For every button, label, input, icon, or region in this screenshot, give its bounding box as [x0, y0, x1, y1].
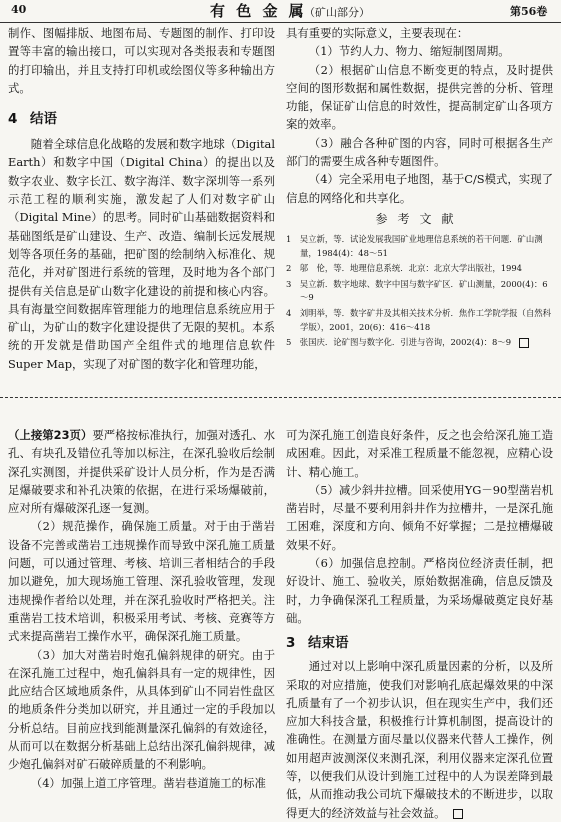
benefit-item-3: （3）融合各种矿图的内容，同时可根据各生产部门的需要生成各种专题图件。: [286, 135, 553, 169]
closing-text: 通过对以上影响中深孔质量因素的分析，以及所采取的对应措施，使我们对影响孔底起爆效果的中深孔质量有了一个初步认识，但在现实生产中，我们还应加大科技含量，积极推行计算机制图，提高设计的准确性。在测量方面尽量以仪器来代替人工操作，例如用超声波测深仪来测孔深，利用仪器来定深孔位置等，以便我们从设计到施工过程中的人为误差降到最低，从而推动我公司坑下爆破技术的不断进步，以取得更大的经济效益与社会效益。: [286, 659, 553, 820]
continued-paragraph: [8, 426, 275, 517]
reference-text: 5 张国庆．论矿图与数字化．引进与咨询，2002(4)：8～9: [286, 337, 512, 348]
section-number: 4: [8, 111, 18, 128]
reference-item: [286, 336, 553, 350]
bottom-left-column: [8, 426, 275, 798]
measure-item-4: （4）加强上道工序管理。凿岩巷道施工的标准: [30, 775, 266, 790]
article-divider: [0, 397, 561, 398]
benefit-item-2: （2）根据矿山信息不断变更的特点，及时提供空间的图形数据和属性数据，提供完善的分析、管理功能，保证矿山信息的时效性，提高制定矿山各项方案的效率。: [286, 62, 553, 132]
reference-item: 4 刘明举，等．数字矿井及其相关技术分析．焦作工学院学报（自然科学版），2001，20(6)：416～418: [286, 307, 551, 332]
end-mark-icon: [453, 809, 463, 819]
benefit-item-4: （4）完全采用电子地图，基于C/S模式，实现了信息的网络化和共享化。: [286, 172, 553, 205]
section-heading-closing: [286, 633, 553, 653]
top-right-column: [286, 24, 553, 378]
bottom-right-column: [286, 426, 553, 820]
lead-paragraph: 具有重要的实际意义，主要表现在：: [286, 26, 469, 40]
section-title: 结语: [30, 111, 57, 128]
benefit-item-1: （1）节约人力、物力、缩短制图周期。: [308, 44, 510, 59]
journal-subtitle: （矿山部分）: [304, 6, 370, 19]
reference-item: 3 吴立新．数字地球、数字中国与数字矿区．矿山测量，2000(4)：6～9: [286, 278, 548, 303]
section-heading-conclusion: [8, 109, 275, 129]
page-number: 40: [11, 3, 27, 16]
measure-item-3: （3）加大对凿岩时炮孔偏斜规律的研究。由于在深孔施工过程中，炮孔偏斜具有一定的规律性，因此应结合区域地质条件，从具体到矿山不同岩性盘区的地质条件分类加以研究，并且通过一定的手段加以分析总结。目前应找到能测量深孔偏斜的有效途径，从而可以在数据分析基础上总结出深孔偏斜规律，减少炮孔偏斜对矿石破碎质量的不利影响。: [8, 647, 275, 772]
measure-item-6: （6）加强信息控制。严格岗位经济责任制，把好设计、施工、验收关，原始数据准确，信息反馈及时，力争确保深孔工程质量，为采场爆破奠定良好基础。: [286, 556, 553, 625]
measure-item-2: （2）规范操作，确保施工质量。对于由于凿岩设备不完善或凿岩工违规操作而导致中深孔施工质量问题，可以通过管理、考核、培训三者相结合的手段加以避免，加大现场施工管理、深孔验收管理，发现违规操作者给以处理，并在深孔验收时严格把关。注重凿岩工技术培训，积极采用考试、考核、竞赛等方式来提高凿岩工操作水平，确保深孔施工质量。: [8, 519, 275, 644]
reference-item: 1 吴立新，等．试论发展我国矿业地理信息系统的若干问题．矿山测量，1984(4)：48～51: [286, 233, 543, 258]
continued-text: 要严格按标准执行，加强对透孔、水孔、有块孔及错位孔等加以标注，在深孔验收后绘制深孔实测图，并提供采矿设计人员分析，作为是否满足爆破要求和补孔决策的依据，在进行采场爆破前，应对所有爆破深孔逐一复测。: [8, 428, 275, 516]
continued-label: （上接第23页）: [8, 428, 93, 442]
header-rule: [0, 22, 561, 23]
section-title: 结束语: [308, 635, 349, 652]
references-title: 参考文献: [375, 211, 464, 226]
closing-paragraph: [286, 657, 553, 822]
intro-paragraph: 制作、图幅排版、地图布局、专题图的制作、打印设置等丰富的输出接口，可以实现对各类报表和专题图的打印输出，并且支持打印机或绘图仪等多种输出方式。: [8, 26, 275, 95]
measure-item-5: （5）减少斜井拉槽。回采使用YG－90型凿岩机凿岩时，尽量不要利用斜井作为拉槽井，一是深孔施工困难，深度和方向、倾角不好掌握；二是拉槽爆破效果不好。: [286, 482, 553, 552]
reference-item: 2 邬 伦，等．地理信息系统．北京：北京大学出版社，1994: [286, 263, 523, 274]
continuation-paragraph: 可为深孔施工创造良好条件，反之也会给深孔施工造成困难。因此，对采准工程质量不能忽视，应精心设计、精心施工。: [286, 428, 553, 479]
top-left-column: [8, 24, 275, 378]
section-number: 3: [286, 635, 296, 652]
volume-label: 第56卷: [510, 5, 548, 18]
end-mark-icon: [519, 338, 529, 348]
journal-title: 有 色 金 属: [210, 2, 307, 20]
conclusion-paragraph: 随着全球信息化战略的发展和数字地球（Digital Earth）和数字中国（Digital China）的提出以及数字农业、数字长江、数字海洋、数字深圳等一系列示范工程的顺利实施，激发起了人们对数字矿山（Digital Mine）的思考。同时矿山基础数据资料和基础图纸是矿山建设、生产、改造、编制长远发展规划等各项任务的基础，把矿图的绘制纳入标准化、规范化，并对矿图进行系统的管理，及时地为各个部门提供有关信息是矿山数字化建设的前提和核心内容。具有海量空间数据库管理能力的地理信息系统应用于矿山，为矿山的数字化建设提供了无限的契机。本系统的开发就是借助国产全组件式的地理信息软件Super Map，实现了对矿图的数字化和管理功能，: [8, 137, 275, 371]
